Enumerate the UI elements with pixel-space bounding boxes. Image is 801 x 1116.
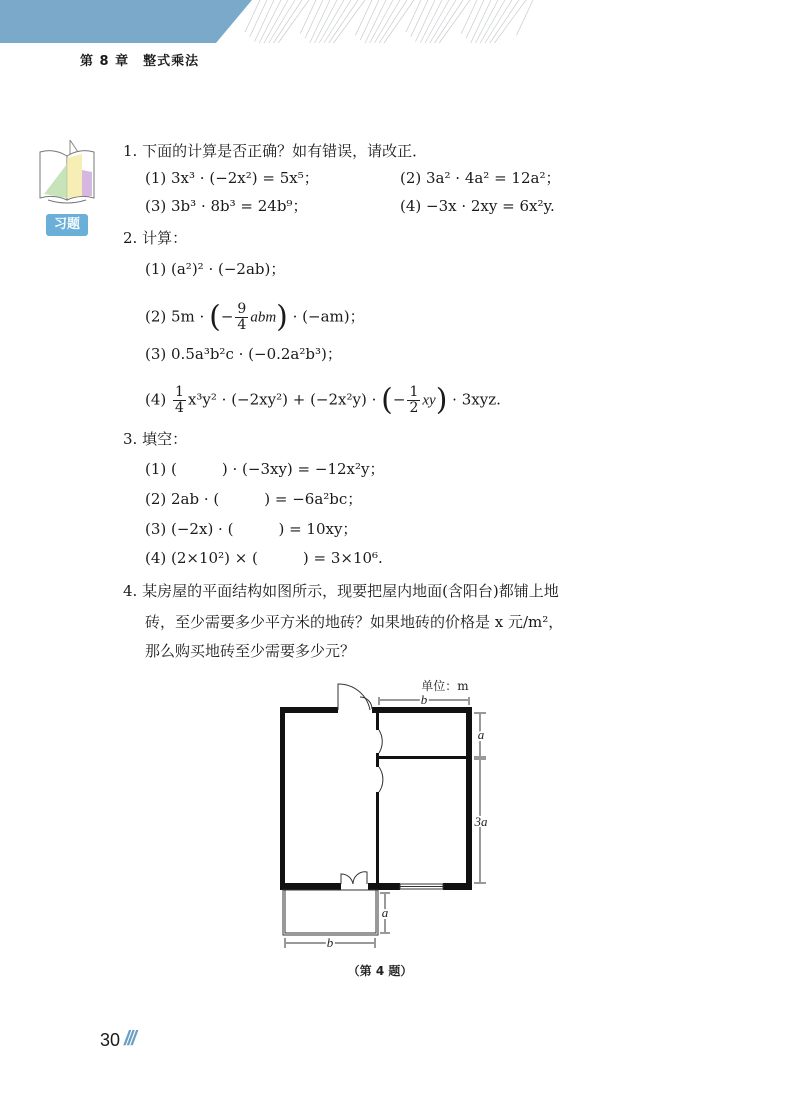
q2-item-3: (3) 0.5a³b²c · (−0.2a²b³)； [145, 345, 342, 363]
q2-item-1: (1) (a²)² · (−2ab)； [145, 260, 286, 278]
unit-label: 单位：m [421, 679, 469, 693]
exercise-tag: 习题 [46, 214, 88, 236]
fraction: $\frac{9}{4}$ [237, 301, 247, 333]
q3-item-1: (1) ( ) · (−3xy) = −12x²y； [145, 460, 385, 478]
q1-item-3: (3) 3b³ · 8b³ = 24b⁹； [145, 197, 308, 215]
fraction: $\frac{1}{4}$ [175, 384, 184, 416]
q1-item-4: (4) −3x · 2xy = 6x²y. [400, 197, 555, 215]
q3-item-3: (3) (−2x) · ( ) = 10xy； [145, 520, 358, 538]
figure-caption: （第 4 题） [347, 964, 413, 978]
dim-right-3a: 3a [474, 814, 488, 829]
chapter-title: 第 8 章 整式乘法 [80, 54, 200, 69]
q1-item-1: (1) 3x³ · (−2x²) = 5x⁵； [145, 169, 319, 187]
q2-item-4: (4) $\frac{1}{4}$ x³y² · (−2xy²) + (−2x²y) · (− $\frac{1}{2}$ xy) · 3xyz. [145, 382, 501, 418]
question-4-line-2: 砖，至少需要多少平方米的地砖？如果地砖的价格是 x 元/m²， [145, 613, 564, 631]
dim-balcony-a: a [381, 905, 389, 920]
dim-balcony-b: b [326, 935, 334, 950]
q2-item-2: (2) 5m · (− $\frac{9}{4}$ abm) · (−am)； [145, 299, 365, 335]
page-number: 30 [100, 1030, 121, 1050]
question-4-line-1: 4. 某房屋的平面结构如图所示，现要把屋内地面(含阳台)都铺上地 [123, 582, 559, 600]
dim-top-b: b [420, 692, 428, 707]
q3-item-4: (4) (2×10²) × ( ) = 3×10⁶. [145, 549, 383, 567]
question-4-line-3: 那么购买地砖至少需要多少元？ [145, 642, 356, 660]
q1-item-2: (2) 3a² · 4a² = 12a²； [400, 169, 561, 187]
page-decoration: /// [124, 1028, 135, 1050]
fraction: $\frac{1}{2}$ [409, 384, 419, 416]
q3-item-2: (2) 2ab · ( ) = −6a²bc； [145, 490, 363, 508]
dim-right-a: a [477, 727, 485, 742]
question-1-stem: 1. 下面的计算是否正确？如有错误，请改正． [123, 142, 428, 160]
question-2-stem: 2. 计算： [123, 229, 188, 247]
question-3-stem: 3. 填空： [123, 430, 188, 448]
